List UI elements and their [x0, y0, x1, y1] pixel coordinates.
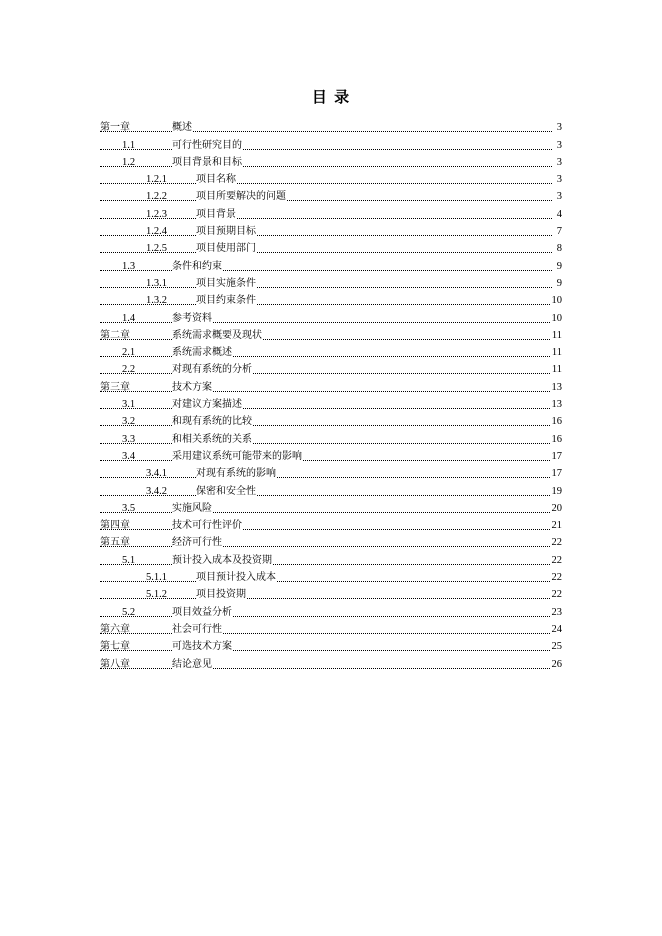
toc-entry[interactable]	[100, 515, 562, 532]
toc-entry[interactable]	[100, 290, 562, 307]
toc-entry[interactable]	[100, 342, 562, 359]
toc-entry-title: 保密和安全性	[196, 485, 256, 497]
toc-entry-page-number: 11	[551, 329, 562, 341]
toc-entry-number: 3.4.1	[146, 468, 167, 480]
toc-entry[interactable]	[100, 152, 562, 169]
toc-entry-page-number: 19	[551, 485, 562, 497]
toc-entry-number: 5.2	[122, 606, 136, 618]
toc-entry-page-number: 13	[551, 399, 562, 411]
dot-leader	[100, 477, 552, 478]
dot-leader	[100, 512, 552, 513]
toc-entry-title: 项目使用部门	[196, 243, 256, 255]
toc-entry-title: 系统需求概述	[172, 347, 232, 359]
toc-entry-title: 项目约束条件	[196, 295, 256, 307]
dot-leader	[100, 529, 552, 530]
dot-leader	[100, 443, 552, 444]
toc-entry-title: 系统需求概要及现状	[172, 329, 262, 341]
dot-leader	[100, 391, 552, 392]
dot-leader	[100, 633, 552, 634]
toc-entry-page-number: 11	[551, 347, 562, 359]
toc-entry[interactable]	[100, 169, 562, 186]
toc-entry-number: 3.2	[122, 416, 136, 428]
dot-leader	[100, 270, 552, 271]
toc-entry-number: 1.2	[122, 156, 136, 168]
toc-entry-title: 项目预期目标	[196, 226, 256, 238]
toc-entry-title: 项目名称	[196, 174, 236, 186]
toc-entry-title: 项目效益分析	[172, 606, 232, 618]
toc-entry[interactable]	[100, 636, 562, 653]
toc-entry[interactable]	[100, 532, 562, 549]
toc-entry-title: 技术方案	[172, 381, 212, 393]
toc-entry-title: 项目预计投入成本	[196, 572, 276, 584]
toc-entry-number: 1.4	[122, 312, 136, 324]
toc-entry[interactable]	[100, 653, 562, 670]
toc-entry-title: 可行性研究目的	[172, 139, 242, 151]
toc-entry-title: 社会可行性	[172, 623, 222, 635]
toc-entry[interactable]	[100, 394, 562, 411]
toc-entry-page-number: 4	[556, 208, 562, 220]
toc-entry[interactable]	[100, 480, 562, 497]
toc-entry-title: 参考资料	[172, 312, 212, 324]
toc-entry-number: 1.3.2	[146, 295, 167, 307]
toc-entry-page-number: 25	[551, 641, 562, 653]
dot-leader	[100, 373, 552, 374]
toc-entry[interactable]	[100, 567, 562, 584]
toc-entry[interactable]	[100, 428, 562, 445]
table-of-contents	[100, 117, 562, 671]
toc-entry[interactable]	[100, 446, 562, 463]
toc-entry-title: 结论意见	[172, 658, 212, 670]
toc-entry[interactable]	[100, 463, 562, 480]
dot-leader	[100, 650, 552, 651]
toc-entry-page-number: 17	[551, 450, 562, 462]
toc-entry-page-number: 9	[556, 277, 562, 289]
toc-entry-page-number: 11	[551, 364, 562, 376]
dot-leader	[100, 546, 552, 547]
toc-entry-number: 第四章	[100, 520, 130, 532]
toc-entry-page-number: 7	[556, 226, 562, 238]
toc-entry-page-number: 8	[556, 243, 562, 255]
toc-entry-page-number: 9	[556, 260, 562, 272]
toc-entry[interactable]	[100, 549, 562, 566]
toc-entry-title: 对现有系统的分析	[172, 364, 252, 376]
dot-leader	[100, 356, 552, 357]
toc-entry-number: 第三章	[100, 381, 130, 393]
toc-entry[interactable]	[100, 255, 562, 272]
toc-entry-page-number: 26	[551, 658, 562, 670]
toc-entry-page-number: 10	[551, 312, 562, 324]
toc-entry[interactable]	[100, 117, 562, 134]
toc-entry-number: 1.2.2	[146, 191, 167, 203]
toc-entry-title: 技术可行性评价	[172, 520, 242, 532]
toc-entry[interactable]	[100, 619, 562, 636]
toc-entry-page-number: 22	[551, 572, 562, 584]
toc-entry-page-number: 3	[556, 122, 562, 134]
toc-entry[interactable]	[100, 376, 562, 393]
toc-entry[interactable]	[100, 325, 562, 342]
dot-leader	[100, 183, 552, 184]
toc-entry-page-number: 16	[551, 416, 562, 428]
toc-entry-number: 1.2.5	[146, 243, 167, 255]
toc-entry-number: 1.2.3	[146, 208, 167, 220]
toc-entry-number: 5.1	[122, 554, 136, 566]
toc-entry[interactable]	[100, 221, 562, 238]
toc-entry-page-number: 3	[556, 139, 562, 151]
toc-entry-title: 可选技术方案	[172, 641, 232, 653]
toc-entry-page-number: 13	[551, 381, 562, 393]
toc-entry-title: 概述	[172, 122, 192, 134]
toc-entry[interactable]	[100, 359, 562, 376]
toc-entry-title: 对建议方案描述	[172, 399, 242, 411]
toc-entry-title: 条件和约束	[172, 260, 222, 272]
toc-entry[interactable]	[100, 134, 562, 151]
dot-leader	[100, 564, 552, 565]
dot-leader	[100, 131, 552, 132]
toc-entry-page-number: 17	[551, 468, 562, 480]
toc-entry-number: 1.1	[122, 139, 136, 151]
toc-entry-number: 第一章	[100, 122, 130, 134]
toc-entry-title: 项目背景	[196, 208, 236, 220]
dot-leader	[100, 149, 552, 150]
toc-entry-number: 3.4.2	[146, 485, 167, 497]
dot-leader	[100, 287, 552, 288]
toc-entry-page-number: 22	[551, 589, 562, 601]
dot-leader	[100, 252, 552, 253]
toc-entry-page-number: 24	[551, 623, 562, 635]
toc-entry-title: 经济可行性	[172, 537, 222, 549]
toc-entry[interactable]	[100, 601, 562, 618]
dot-leader	[100, 235, 552, 236]
toc-entry-number: 1.3	[122, 260, 136, 272]
toc-entry-number: 第二章	[100, 329, 130, 341]
toc-entry-title: 项目背景和目标	[172, 156, 242, 168]
dot-leader	[100, 495, 552, 496]
toc-entry-number: 3.1	[122, 399, 136, 411]
toc-entry-page-number: 23	[551, 606, 562, 618]
dot-leader	[100, 425, 552, 426]
toc-entry-number: 5.1.1	[146, 572, 167, 584]
toc-entry-page-number: 3	[556, 156, 562, 168]
toc-entry-number: 第七章	[100, 641, 130, 653]
toc-entry-page-number: 20	[551, 502, 562, 514]
toc-entry-title: 采用建议系统可能带来的影响	[172, 450, 302, 462]
dot-leader	[100, 598, 552, 599]
toc-entry[interactable]	[100, 186, 562, 203]
dot-leader	[100, 460, 552, 461]
toc-entry-title: 项目所要解决的问题	[196, 191, 286, 203]
toc-entry-number: 第六章	[100, 623, 130, 635]
dot-leader	[100, 668, 552, 669]
toc-entry-number: 1.2.1	[146, 174, 167, 186]
toc-entry-number: 1.3.1	[146, 277, 167, 289]
toc-entry-page-number: 21	[551, 520, 562, 532]
toc-entry-title: 项目实施条件	[196, 277, 256, 289]
dot-leader	[100, 339, 552, 340]
toc-entry-title: 和现有系统的比较	[172, 416, 252, 428]
toc-entry-number: 2.2	[122, 364, 136, 376]
page-title: 目 录	[311, 88, 351, 106]
toc-entry-page-number: 10	[551, 295, 562, 307]
dot-leader	[100, 166, 552, 167]
toc-entry-page-number: 22	[551, 554, 562, 566]
toc-entry-number: 3.5	[122, 502, 136, 514]
toc-entry-number: 3.3	[122, 433, 136, 445]
dot-leader	[100, 304, 552, 305]
dot-leader	[100, 616, 552, 617]
toc-entry[interactable]	[100, 498, 562, 515]
toc-entry-number: 5.1.2	[146, 589, 167, 601]
toc-entry-page-number: 3	[556, 191, 562, 203]
dot-leader	[100, 218, 552, 219]
toc-entry-number: 1.2.4	[146, 226, 167, 238]
toc-entry-title: 和相关系统的关系	[172, 433, 252, 445]
dot-leader	[100, 322, 552, 323]
dot-leader	[100, 408, 552, 409]
toc-entry[interactable]	[100, 584, 562, 601]
toc-entry-number: 第八章	[100, 658, 130, 670]
toc-entry[interactable]	[100, 203, 562, 220]
dot-leader	[100, 200, 552, 201]
toc-entry-title: 预计投入成本及投资期	[172, 554, 272, 566]
toc-entry-number: 3.4	[122, 450, 136, 462]
toc-entry-number: 第五章	[100, 537, 130, 549]
toc-entry-title: 对现有系统的影响	[196, 468, 276, 480]
toc-entry-number: 2.1	[122, 347, 136, 359]
toc-entry[interactable]	[100, 238, 562, 255]
toc-entry-page-number: 3	[556, 174, 562, 186]
toc-entry[interactable]	[100, 307, 562, 324]
toc-entry-title: 项目投资期	[196, 589, 246, 601]
toc-entry[interactable]	[100, 411, 562, 428]
toc-entry-page-number: 22	[551, 537, 562, 549]
toc-entry[interactable]	[100, 273, 562, 290]
toc-entry-page-number: 16	[551, 433, 562, 445]
toc-entry-title: 实施风险	[172, 502, 212, 514]
dot-leader	[100, 581, 552, 582]
